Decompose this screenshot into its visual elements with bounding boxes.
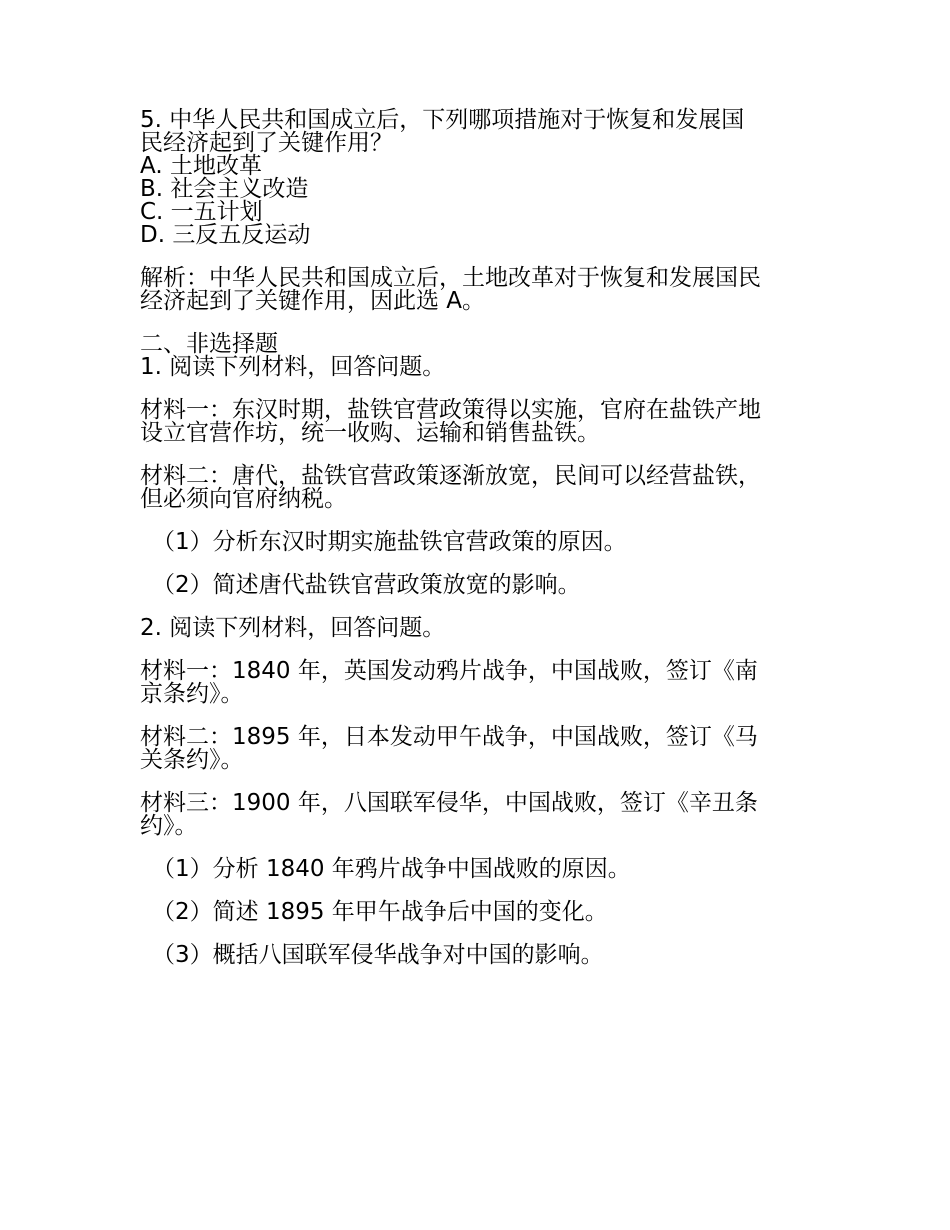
q2-material-2-line-1: 材料二：1895 年，日本发动甲午战争，中国战败，签订《马 [140,724,758,750]
document-page [140,109,820,967]
q2-material-3-line-1: 材料三：1900 年，八国联军侵华，中国战败，签订《辛丑条 [140,790,758,816]
q1-material-2-line-2: 但必须向官府纳税。 [140,486,347,512]
q2-sub-question-3: （3）概括八国联军侵华战争对中国的影响。 [152,942,604,968]
option-d: D. 三反五反运动 [140,222,311,248]
q2-prompt: 2. 阅读下列材料，回答问题。 [140,615,446,641]
q2-material-3-line-2: 约》。 [140,813,198,839]
option-a: A. 土地改革 [140,153,262,179]
section-2 [140,333,820,379]
question-5-stem-line-1: 5. 中华人民共和国成立后，下列哪项措施对于恢复和发展国 [140,107,745,133]
option-b: B. 社会主义改造 [140,176,309,202]
section-2-heading: 二、非选择题 [140,331,278,357]
q1-material-1-line-2: 设立官营作坊，统一收购、运输和销售盐铁。 [140,420,600,446]
question-5-stem-line-2: 民经济起到了关键作用？ [140,130,393,156]
q2-material-3 [140,792,820,838]
q1-material-1 [140,399,820,445]
q1-material-2-line-1: 材料二：唐代，盐铁官营政策逐渐放宽，民间可以经营盐铁， [140,463,761,489]
q2-material-1-line-2: 京条约》。 [140,681,244,707]
analysis-line-2: 经济起到了关键作用，因此选 A。 [140,288,486,314]
q1-material-1-line-1: 材料一：东汉时期，盐铁官营政策得以实施，官府在盐铁产地 [140,397,761,423]
question-5 [140,109,820,247]
q1-prompt: 1. 阅读下列材料，回答问题。 [140,354,446,380]
q2-material-1 [140,660,820,706]
q2-sub-question-1: （1）分析 1840 年鸦片战争中国战败的原因。 [152,856,631,882]
q1-sub-question-2: （2）简述唐代盐铁官营政策放宽的影响。 [152,572,581,598]
question-5-analysis [140,267,820,313]
q2-material-2-line-2: 关条约》。 [140,747,244,773]
q1-material-2 [140,465,820,511]
q1-sub-question-1: （1）分析东汉时期实施盐铁官营政策的原因。 [152,529,627,555]
q2-material-2 [140,726,820,772]
option-c: C. 一五计划 [140,199,263,225]
analysis-line-1: 解析：中华人民共和国成立后，土地改革对于恢复和发展国民 [140,265,761,291]
q2-sub-question-2: （2）简述 1895 年甲午战争后中国的变化。 [152,899,608,925]
q2-material-1-line-1: 材料一：1840 年，英国发动鸦片战争，中国战败，签订《南 [140,658,758,684]
